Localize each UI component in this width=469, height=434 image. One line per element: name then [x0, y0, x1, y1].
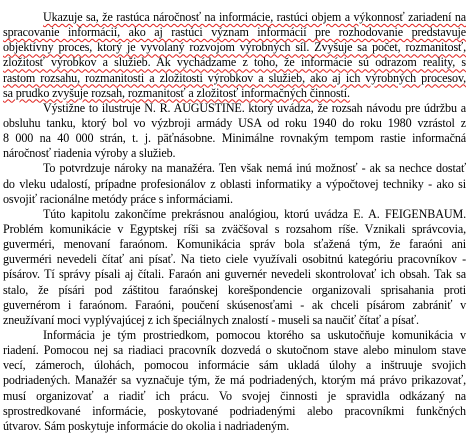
- text-line: 8 000 na 40 000 strán, t. j. päťnásobne. Minimálne rovnakým tempom rastie informačná: [3, 131, 466, 146]
- text-line: guvernérom i faraónom. Faraóni, poučení skúsenosťami - ak chceli písárom zabrániť v: [3, 297, 466, 312]
- text-line: náročnosť riadenia výroby a služieb.: [3, 146, 176, 161]
- paragraph-5: [3, 328, 466, 434]
- text-line: [3, 55, 466, 70]
- text-line: podriadených. Manažér sa vyznačuje tým, že má podriadených, ktorým má právo prikazovať,: [3, 373, 466, 388]
- paragraph-4: [3, 207, 466, 328]
- text-line: útvarov. Sám poskytuje informácie do okolia i nadriadeným.: [3, 418, 290, 433]
- proofing-underline: zložitosť výrobkov a služieb. Ak vychádzame z toho, že informácie sú odrazom reality, s: [3, 55, 466, 70]
- text-line: musí organizovať a riadiť ich prácu. Vo svojej činnosti je spravidla odkázaný na: [3, 388, 466, 403]
- text-line: stalo, že písári pod záštitou faraónskej korešpondencie organizovali sprisahania proti: [3, 282, 466, 297]
- paragraph-3: [3, 161, 466, 206]
- proofing-underline: rastom rozsahu, rozmanitosti a zložitosti výrobkov a služieb, ako aj ich výrobných procesov,: [3, 70, 466, 85]
- text-line: riadení. Pomocou nej sa riadiaci pracovník dozvedá o skutočnom stave alebo minulom stave: [3, 343, 466, 358]
- text-line: [3, 10, 466, 25]
- paragraph-2: [3, 101, 466, 162]
- text-line: [3, 71, 466, 86]
- proofing-underline: objektívny proces, ktorý je vyvolaný rozvojom výrobných síl. Zvyšuje sa počet, rozmanitosť,: [3, 40, 466, 55]
- text-line: [3, 86, 466, 101]
- text-line: To potvrdzuje nároky na manažéra. Ten však nemá inú možnosť - ak sa nechce dostať: [43, 161, 466, 176]
- proofing-underline: spracovanie informácií, ako aj rastúci význam informácií pre rozhodovanie predstavuje: [3, 25, 466, 40]
- text-line: [3, 40, 466, 55]
- text-line: sprostredkované informácie, poskytované podriadenými alebo pracovníkmi funkčných: [3, 403, 466, 418]
- text-line: Informácia je tým prostriedkom, pomocou ktorého sa uskutočňuje komunikácia v: [43, 327, 466, 342]
- text-line: osvojiť racionálne metódy práce s informáciami.: [3, 191, 233, 206]
- paragraph-1: [3, 10, 466, 101]
- text-line: guverméri, menovaní faraónom. Komunikácia správ bola sťažená tým, že faraóni ani: [3, 237, 466, 252]
- proofing-underline: sa prudko zvyšuje rozsah, rozmanitosť a zložitosť informačných činností.: [3, 85, 350, 100]
- proofing-underline: Ukazuje sa, že rastúca náročnosť na informácie, rastúci objem a výkonnosť zariadení na: [43, 10, 466, 24]
- text-line: Túto kapitolu zakončíme prekrásnou analógiou, ktorú uvádza E. A. FEIGENBAUM.: [43, 206, 466, 221]
- text-line: do vleku udalostí, prípadne profesionálov z oblasti informatiky a výpočtovej techniky - ako si: [3, 176, 466, 191]
- text-line: [3, 25, 466, 40]
- text-line: Výstižne to ilustruje N. R. AUGUSTINE. ktorý uvádza, že rozsah návodu pre údržbu a: [43, 100, 466, 115]
- text-line: obsluhu tanku, ktorý bol vo výzbroji armády USA od roku 1940 do roku 1980 vzrástol z: [3, 115, 466, 130]
- text-line: guverméri nevedeli čítať ani písať. Na tieto ciele využívali osobitnú kategóriu pracovníkov -: [3, 252, 466, 267]
- document-page: [3, 10, 466, 434]
- text-line: zneužívaní moci vyplývajúcej z ich špeciálnych znalostí - museli sa naučiť čítať a písať.: [3, 312, 419, 327]
- text-line: vecí, zámeroch, úlohách, pomocou informácie sám ukladá úlohy a inštruuje svojich: [3, 358, 466, 373]
- text-line: Problém komunikácie v Egyptskej ríši sa zväčšoval s rozsahom ríše. Vznikali správcovia,: [3, 221, 466, 236]
- text-line: písárov. Tí správy písali aj čítali. Faraón ani guvernér nevedeli skontrolovať ich obsah. Tak sa: [3, 267, 466, 282]
